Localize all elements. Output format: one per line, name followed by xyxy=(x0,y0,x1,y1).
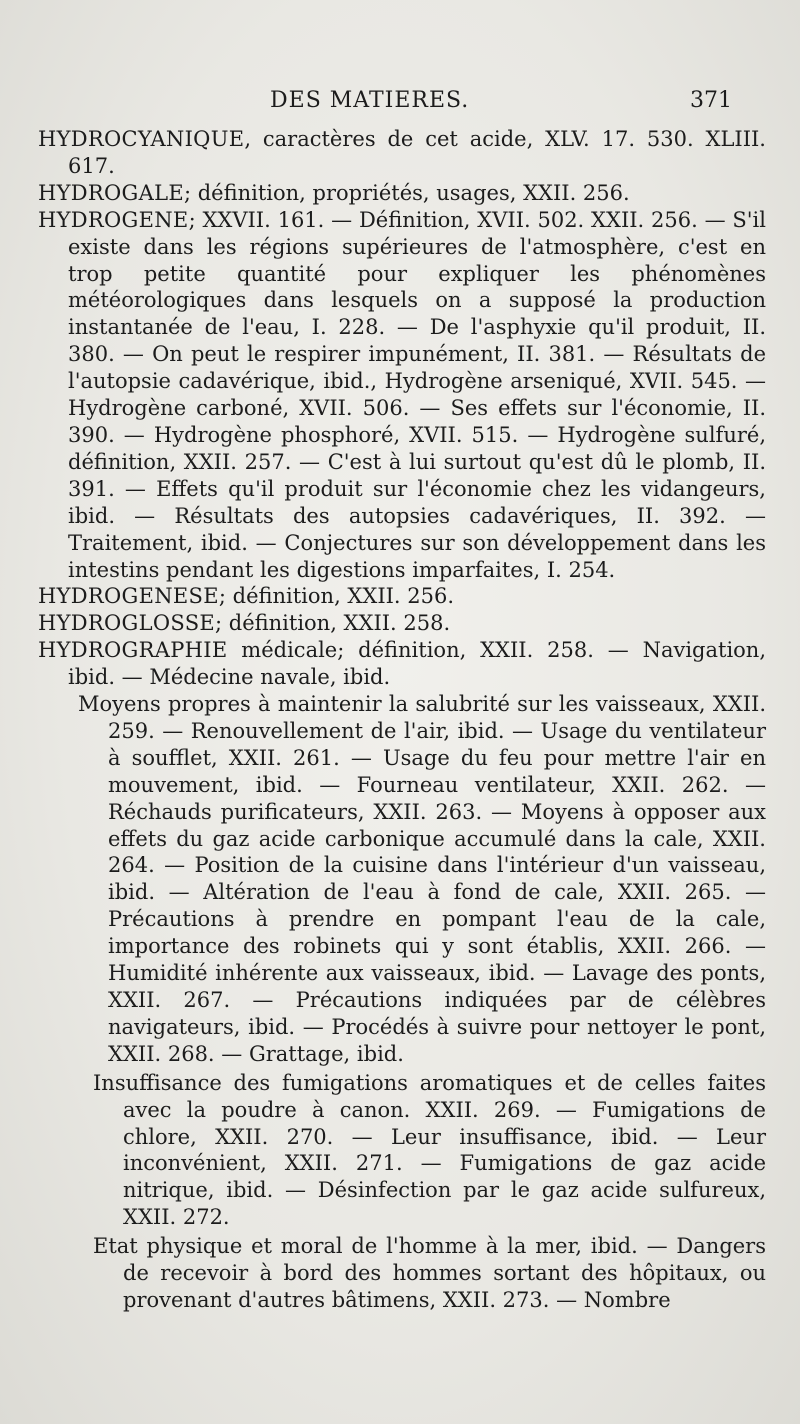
entry-text: , caractères de cet acide, XLV. 17. 530. XLIII. 617. xyxy=(68,127,766,178)
index-entry-hydrogale xyxy=(38,180,766,207)
index-entry-hydrographie xyxy=(38,637,766,691)
entry-text: ; XXVII. 161. — Définition, XVII. 502. XXII. 256. — S'il existe dans les régions supérieures de l'atmosphère, c'est en trop petite quantité pour expliquer les phénomènes météorologiques dans lesquels on a supposé la production instantanée de l'eau, I. 228. — De l'asphyxie qu'il produit, II. 380. — On peut le respirer impunément, II. 381. — Résultats de l'autopsie cadavérique, ibid., Hydrogène arseniqué, XVII. 545. — Hydrogène carboné, XVII. 506. — Ses effets sur l'économie, II. 390. — Hydrogène phosphoré, XVII. 515. — Hydrogène sulfuré, définition, XXII. 257. — C'est à lui surtout qu'est dû le plomb, II. 391. — Effets qu'il produit sur l'économie chez les vidangeurs, ibid. — Résultats des autopsies cadavériques, II. 392. — Traitement, ibid. — Conjectures sur son développement dans les intestins pendant les digestions imparfaites, I. 254. xyxy=(68,207,766,582)
entry-headword: HYDROGENESE xyxy=(38,584,219,609)
index-entry-hydrogene xyxy=(38,207,766,584)
entry-text: médicale; définition, XXII. 258. — Navigation, ibid. — Médecine navale, ibid. xyxy=(68,638,766,690)
entry-headword: HYDROGLOSSE xyxy=(38,611,216,636)
subentry-fumigations: Insuffisance des fumigations aromatiques et de celles faites avec la poudre à canon. XXII. 269. — Fumigations de chlore, XXII. 270. — Leur insuffisance, ibid. — Leur inconvénient, XXII. 271. — Fumigations de gaz acide nitrique, ibid. — Désinfection par le gaz acide sulfureux, XXII. 272. xyxy=(93,1070,766,1230)
entry-text: ; définition, XXII. 258. xyxy=(215,611,451,636)
subentry-salubrite: Moyens propres à maintenir la salubrité sur les vaisseaux, XXII. 259. — Renouvellement de l'air, ibid. — Usage du ventilateur à soufflet, XXII. 261. — Usage du feu pour mettre l'air en mouvement, ibid. — Fourneau ventilateur, XXII. 262. — Réchauds purificateurs, XXII. 263. — Moyens à opposer aux effets du gaz acide carbonique accumulé dans la cale, XXII. 264. — Position de la cuisine dans l'intérieur d'un vaisseau, ibid. — Altération de l'eau à fond de cale, XXII. 265. — Précautions à prendre en pompant l'eau de la cale, importance des robinets qui y sont établis, XXII. 266. — Humidité inhérente aux vaisseaux, ibid. — Lavage des ponts, XXII. 267. — Précautions indiquées par de célèbres navigateurs, ibid. — Procédés à suivre pour nettoyer le pont, XXII. 268. — Grattage, ibid. xyxy=(78,692,766,1066)
page-number: 371 xyxy=(690,88,732,113)
subentry-etat-physique: Etat physique et moral de l'homme à la mer, ibid. — Dangers de recevoir à bord des hommes sortant des hôpitaux, ou provenant d'autres bâtimens, XXII. 273. — Nombre xyxy=(93,1234,766,1312)
running-head-title: DES MATIERES. xyxy=(270,88,470,113)
index-entry-hydrogenese xyxy=(38,583,766,610)
entry-headword: HYDROCYANIQUE xyxy=(38,127,245,151)
entry-headword: HYDROGRAPHIE xyxy=(38,638,228,663)
entry-headword: HYDROGALE xyxy=(38,180,184,205)
index-body xyxy=(38,126,766,1314)
index-entry-hydroglosse xyxy=(38,610,766,637)
entry-text: ; définition, propriétés, usages, XXII. 256. xyxy=(183,180,630,205)
index-entry-hydrocyanique xyxy=(38,126,766,180)
entry-text: ; définition, XXII. 256. xyxy=(218,584,455,609)
entry-headword: HYDROGENE xyxy=(38,207,189,232)
running-head xyxy=(0,88,800,122)
